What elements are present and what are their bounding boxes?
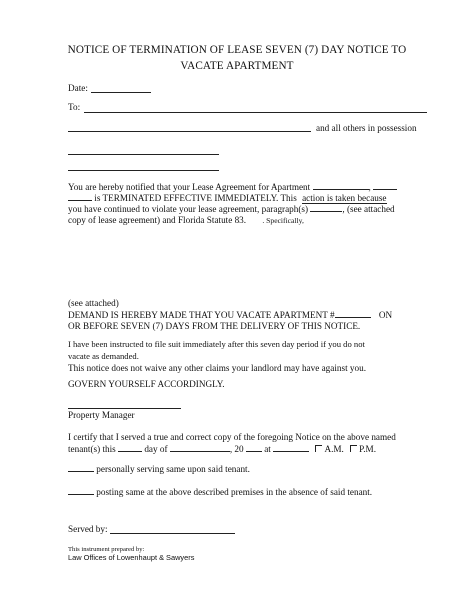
time-field[interactable] xyxy=(273,443,309,452)
month-field[interactable] xyxy=(170,443,230,452)
demand-line2: OR BEFORE SEVEN (7) DAYS FROM THE DELIVERY OF THIS NOTICE. xyxy=(68,321,361,331)
suit-line1: I have been instructed to file suit immediately after this seven day period if you do not xyxy=(68,339,365,349)
govern-line: GOVERN YOURSELF ACCORDINGLY. xyxy=(68,379,225,389)
comma: , xyxy=(368,182,371,192)
para1-line1-text: You are hereby notified that your Lease Agreement for Apartment xyxy=(68,182,311,192)
date-field-line[interactable] xyxy=(91,92,151,93)
to-label: To: xyxy=(68,102,81,112)
paragraph-number-field[interactable] xyxy=(310,203,342,212)
personal-service-text: personally serving same upon said tenant. xyxy=(96,464,250,474)
certificate-line1: I certify that I served a true and correct copy of the foregoing Notice on the above named xyxy=(68,432,396,442)
posting-service-text: posting same at the above described premises in the absence of said tenant. xyxy=(96,487,373,497)
certificate-line2 xyxy=(68,443,376,455)
certificate-tenant-text: tenant(s) this xyxy=(68,444,116,454)
date-label: Date: xyxy=(68,83,88,93)
para1-line4-text-b: . Specifically, xyxy=(262,216,304,225)
para1-line4 xyxy=(68,214,304,227)
am-label: A.M. xyxy=(324,444,344,454)
para1-line2-text-a: is TERMINATED EFFECTIVE IMMEDIATELY. This xyxy=(94,193,297,203)
served-by-label: Served by: xyxy=(68,524,108,534)
demand-line1-text-b: ON xyxy=(378,310,393,320)
vacate-apartment-number-field[interactable] xyxy=(335,309,371,318)
property-manager-label: Property Manager xyxy=(68,410,135,420)
para1-line3-text-a: you have continued to violate your lease agreement, paragraph(s) xyxy=(68,204,309,214)
posting-service-mark-field[interactable] xyxy=(68,486,94,495)
personal-service-mark-field[interactable] xyxy=(68,463,94,472)
pm-checkbox[interactable] xyxy=(350,445,357,452)
tenant-address-line[interactable] xyxy=(68,131,311,132)
law-firm-name: Law Offices of Lowenhaupt & Sawyers xyxy=(68,553,195,562)
to-field-line[interactable] xyxy=(84,112,427,113)
para1-line4-text-a: copy of lease agreement) and Florida Statute 83. xyxy=(68,215,247,225)
prepared-by-text: This instrument prepared by: xyxy=(68,546,145,553)
posting-service-option xyxy=(68,486,372,498)
apartment-number-field[interactable] xyxy=(313,181,369,190)
certificate-at-text: at xyxy=(264,444,271,454)
see-attached-text: (see attached) xyxy=(68,298,119,308)
document-title-line-2: VACATE APARTMENT xyxy=(180,60,294,72)
year-field[interactable] xyxy=(246,443,262,452)
pm-label: P.M. xyxy=(359,444,376,454)
waive-line: This notice does not waive any other claims your landlord may have against you. xyxy=(68,363,367,373)
apartment-extra-field-2[interactable] xyxy=(68,192,92,201)
para1-line3-text-b: , (see attached xyxy=(342,204,395,214)
document-title-line-1: NOTICE OF TERMINATION OF LEASE SEVEN (7) DAY NOTICE TO xyxy=(67,44,407,56)
certificate-year-prefix: , 20 xyxy=(229,444,244,454)
certificate-day-of-text: day of xyxy=(144,444,168,454)
apartment-extra-field[interactable] xyxy=(373,181,397,190)
demand-line1-text-a: DEMAND IS HEREBY MADE THAT YOU VACATE APARTMENT # xyxy=(68,310,335,320)
personal-service-option xyxy=(68,463,250,475)
day-number-field[interactable] xyxy=(118,443,142,452)
suit-line2: vacate as demanded. xyxy=(68,351,139,361)
tenant-address-line-3[interactable] xyxy=(68,170,219,171)
served-by-signature-line[interactable] xyxy=(110,533,235,534)
possession-text: and all others in possession xyxy=(316,123,417,133)
para1-line2-text-b: action is taken because xyxy=(302,193,387,203)
am-checkbox[interactable] xyxy=(315,445,322,452)
tenant-address-line-2[interactable] xyxy=(68,154,219,155)
